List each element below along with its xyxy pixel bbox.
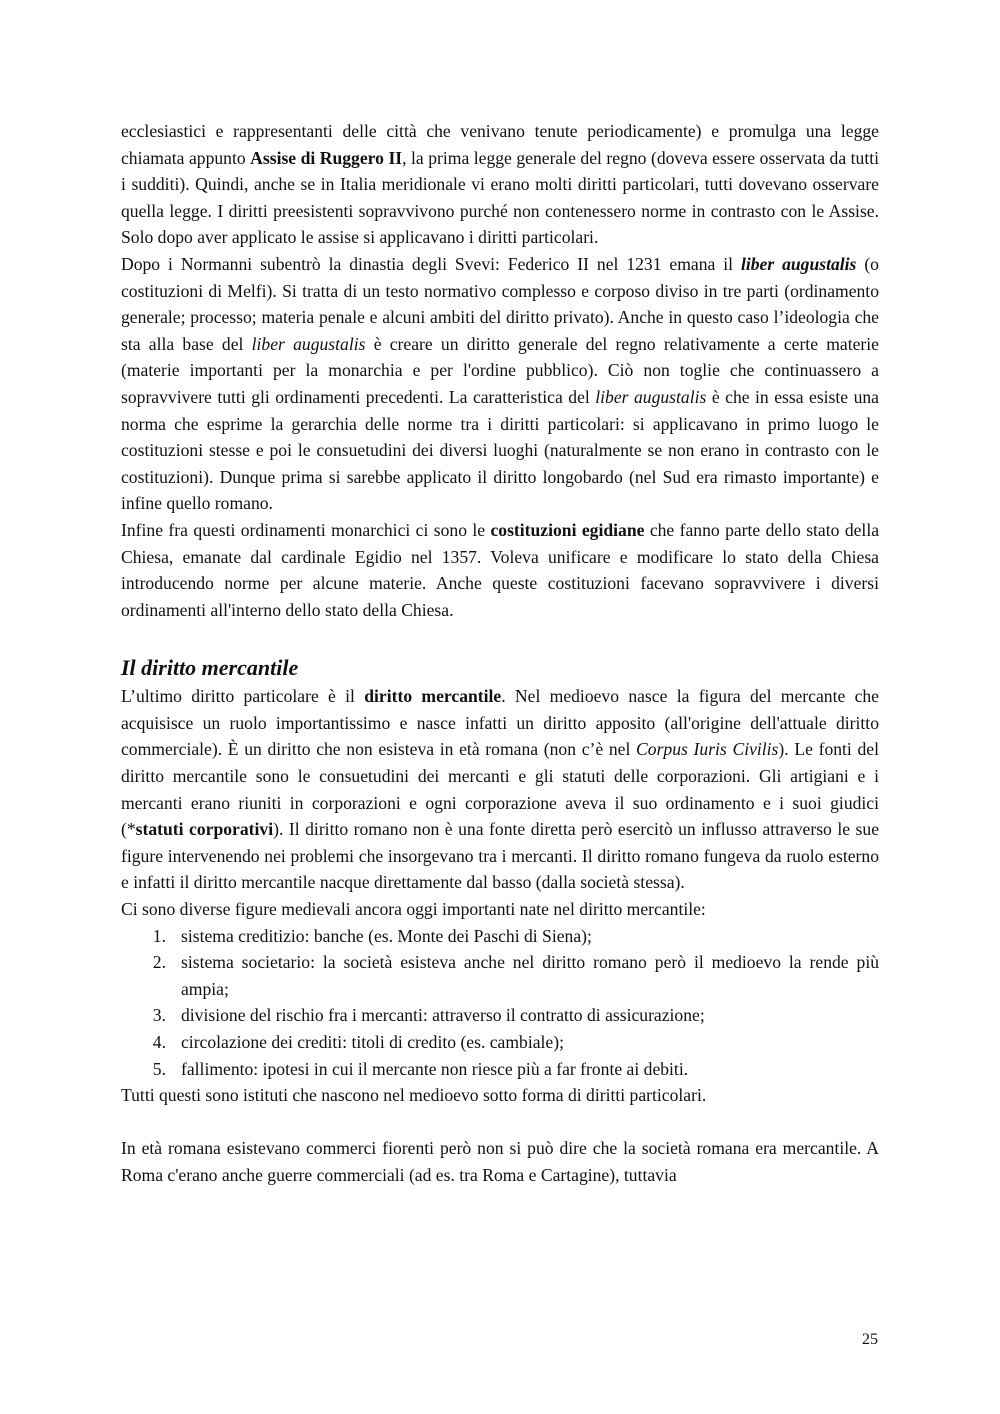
italic-term-corpus: Corpus Iuris Civilis [636, 739, 779, 760]
bold-term-assise: Assise di Ruggero II [250, 147, 403, 168]
list-item [121, 923, 879, 950]
paragraph-liber-augustalis [121, 251, 879, 517]
list-item [121, 1002, 879, 1029]
text-run: è creare un diritto generale del regno relativamente a certe materie (materie importanti per la monarchia e per l'ordine pubblico). Ciò non toglie che continuassero a sopravvivere tutti gli ordinamenti precedenti. La caratteristica del [121, 333, 879, 407]
italic-term: liber augustalis [595, 386, 707, 407]
paragraph-spacer [121, 1109, 879, 1136]
text-run: , la prima legge generale del regno (doveva essere osservata da tutti i sudditi). Quindi, anche se in Italia meridionale vi erano molti diritti particolari, tutti dovevano osservare quella legge. I diritti preesistenti sopravvivono purché non contenessero norme in contrasto con le Assise. Solo dopo aver applicato le assise si applicavano i diritti particolari. [121, 147, 880, 248]
list-item [121, 949, 879, 1002]
bold-term-mercantile: diritto mercantile [364, 686, 502, 707]
text-run: . Nel medioevo nasce la figura del mercante che acquisisce un ruolo importantissimo e nasce infatti un diritto apposito (all'origine dell'attuale diritto commerciale). È un diritto che non esisteva in età romana (non c’è nel [121, 686, 879, 760]
list-number: 3. [152, 1005, 166, 1026]
list-text: divisione del rischio fra i mercanti: attraverso il contratto di assicurazione; [181, 1005, 705, 1026]
text-run: è che in essa esiste una norma che esprime la gerarchia delle norme tra i diritti particolari: si applicavano in primo luogo le costituzioni stesse e poi le consuetudini dei diversi luoghi (naturalmente se non erano in contrasto con le costituzioni). Dunque prima si sarebbe applicato il diritto longobardo (nel Sud era rimasto importante) e infine quello romano. [121, 386, 879, 514]
paragraph-costituzioni-egidiane [121, 517, 879, 623]
bold-term-statuti: statuti corporativi [135, 819, 274, 840]
paragraph-diritto-mercantile [121, 683, 879, 896]
text-run: (o costituzioni di Melfi). Si tratta di un testo normativo complesso e corposo diviso in tre parti (ordinamento generale; processo; materia penale e alcuni ambiti del diritto privato). Anche in questo caso l’ideologia che sta alla base del [121, 253, 879, 354]
paragraph-eta-romana: In età romana esistevano commerci fiorenti però non si può dire che la società romana era mercantile. A Roma c'erano anche guerre commerciali (ad es. tra Roma e Cartagine), tuttavia [121, 1138, 879, 1185]
list-intro: Ci sono diverse figure medievali ancora oggi importanti nate nel diritto mercantile: [121, 899, 706, 920]
text-run: ecclesiastici e rappresentanti delle città che venivano tenute periodicamente) e promulga una legge chiamata appunto [121, 121, 879, 168]
list-number: 5. [152, 1058, 166, 1079]
text-run: che fanno parte dello stato della Chiesa, emanate dal cardinale Egidio nel 1357. Voleva unificare e modificare lo stato della Chiesa introducendo norme per alcune materie. Anche queste costituzioni facevano sopravvivere i diversi ordinamenti all'interno dello stato della Chiesa. [121, 519, 880, 620]
italic-term: liber augustalis [251, 333, 366, 354]
list-number: 4. [152, 1032, 166, 1052]
text-run: L’ultimo diritto particolare è il [121, 686, 365, 707]
text-run: Dopo i Normanni subentrò la dinastia degli Svevi: Federico II nel 1231 emana il [121, 253, 741, 274]
numbered-list [121, 923, 879, 1083]
bold-term-egidiane: costituzioni egidiane [490, 519, 645, 540]
list-number: 1. [152, 925, 166, 946]
list-number: 2. [152, 952, 166, 973]
list-outro: Tutti questi sono istituti che nascono nel medioevo sotto forma di diritti particolari. [121, 1085, 707, 1106]
text-run: ). Il diritto romano non è una fonte diretta però esercitò un influsso attraverso le sue figure intervenendo nei problemi che insorgevano tra i mercanti. Il diritto romano fungeva da ruolo esterno e infatti il diritto mercantile nacque direttamente dal basso (dalla società stessa). [121, 819, 880, 893]
page-number: 25 [862, 1331, 878, 1348]
paragraph-assise [121, 118, 879, 251]
text-run: ). Le fonti del diritto mercantile sono le consuetudini dei mercanti e gli statuti delle corporazioni. Gli artigiani e i mercanti erano riuniti in corporazioni e ogni corporazione aveva il suo ordinamento e i suoi giudici (* [121, 739, 879, 840]
list-text: sistema societario: la società esisteva anche nel diritto romano però il medioevo la rende più ampia; [181, 952, 879, 999]
list-text: sistema creditizio: banche (es. Monte dei Paschi di Siena); [181, 925, 592, 946]
section-heading: Il diritto mercantile [121, 655, 299, 681]
list-item [121, 1056, 879, 1083]
text-run: Infine fra questi ordinamenti monarchici ci sono le [121, 519, 491, 540]
bold-italic-term-liber: liber augustalis [740, 253, 857, 274]
list-text: fallimento: ipotesi in cui il mercante non riesce più a far fronte ai debiti. [181, 1058, 689, 1079]
document-page [121, 118, 879, 1189]
list-item [121, 1029, 879, 1056]
list-text: circolazione dei crediti: titoli di credito (es. cambiale); [181, 1032, 564, 1052]
